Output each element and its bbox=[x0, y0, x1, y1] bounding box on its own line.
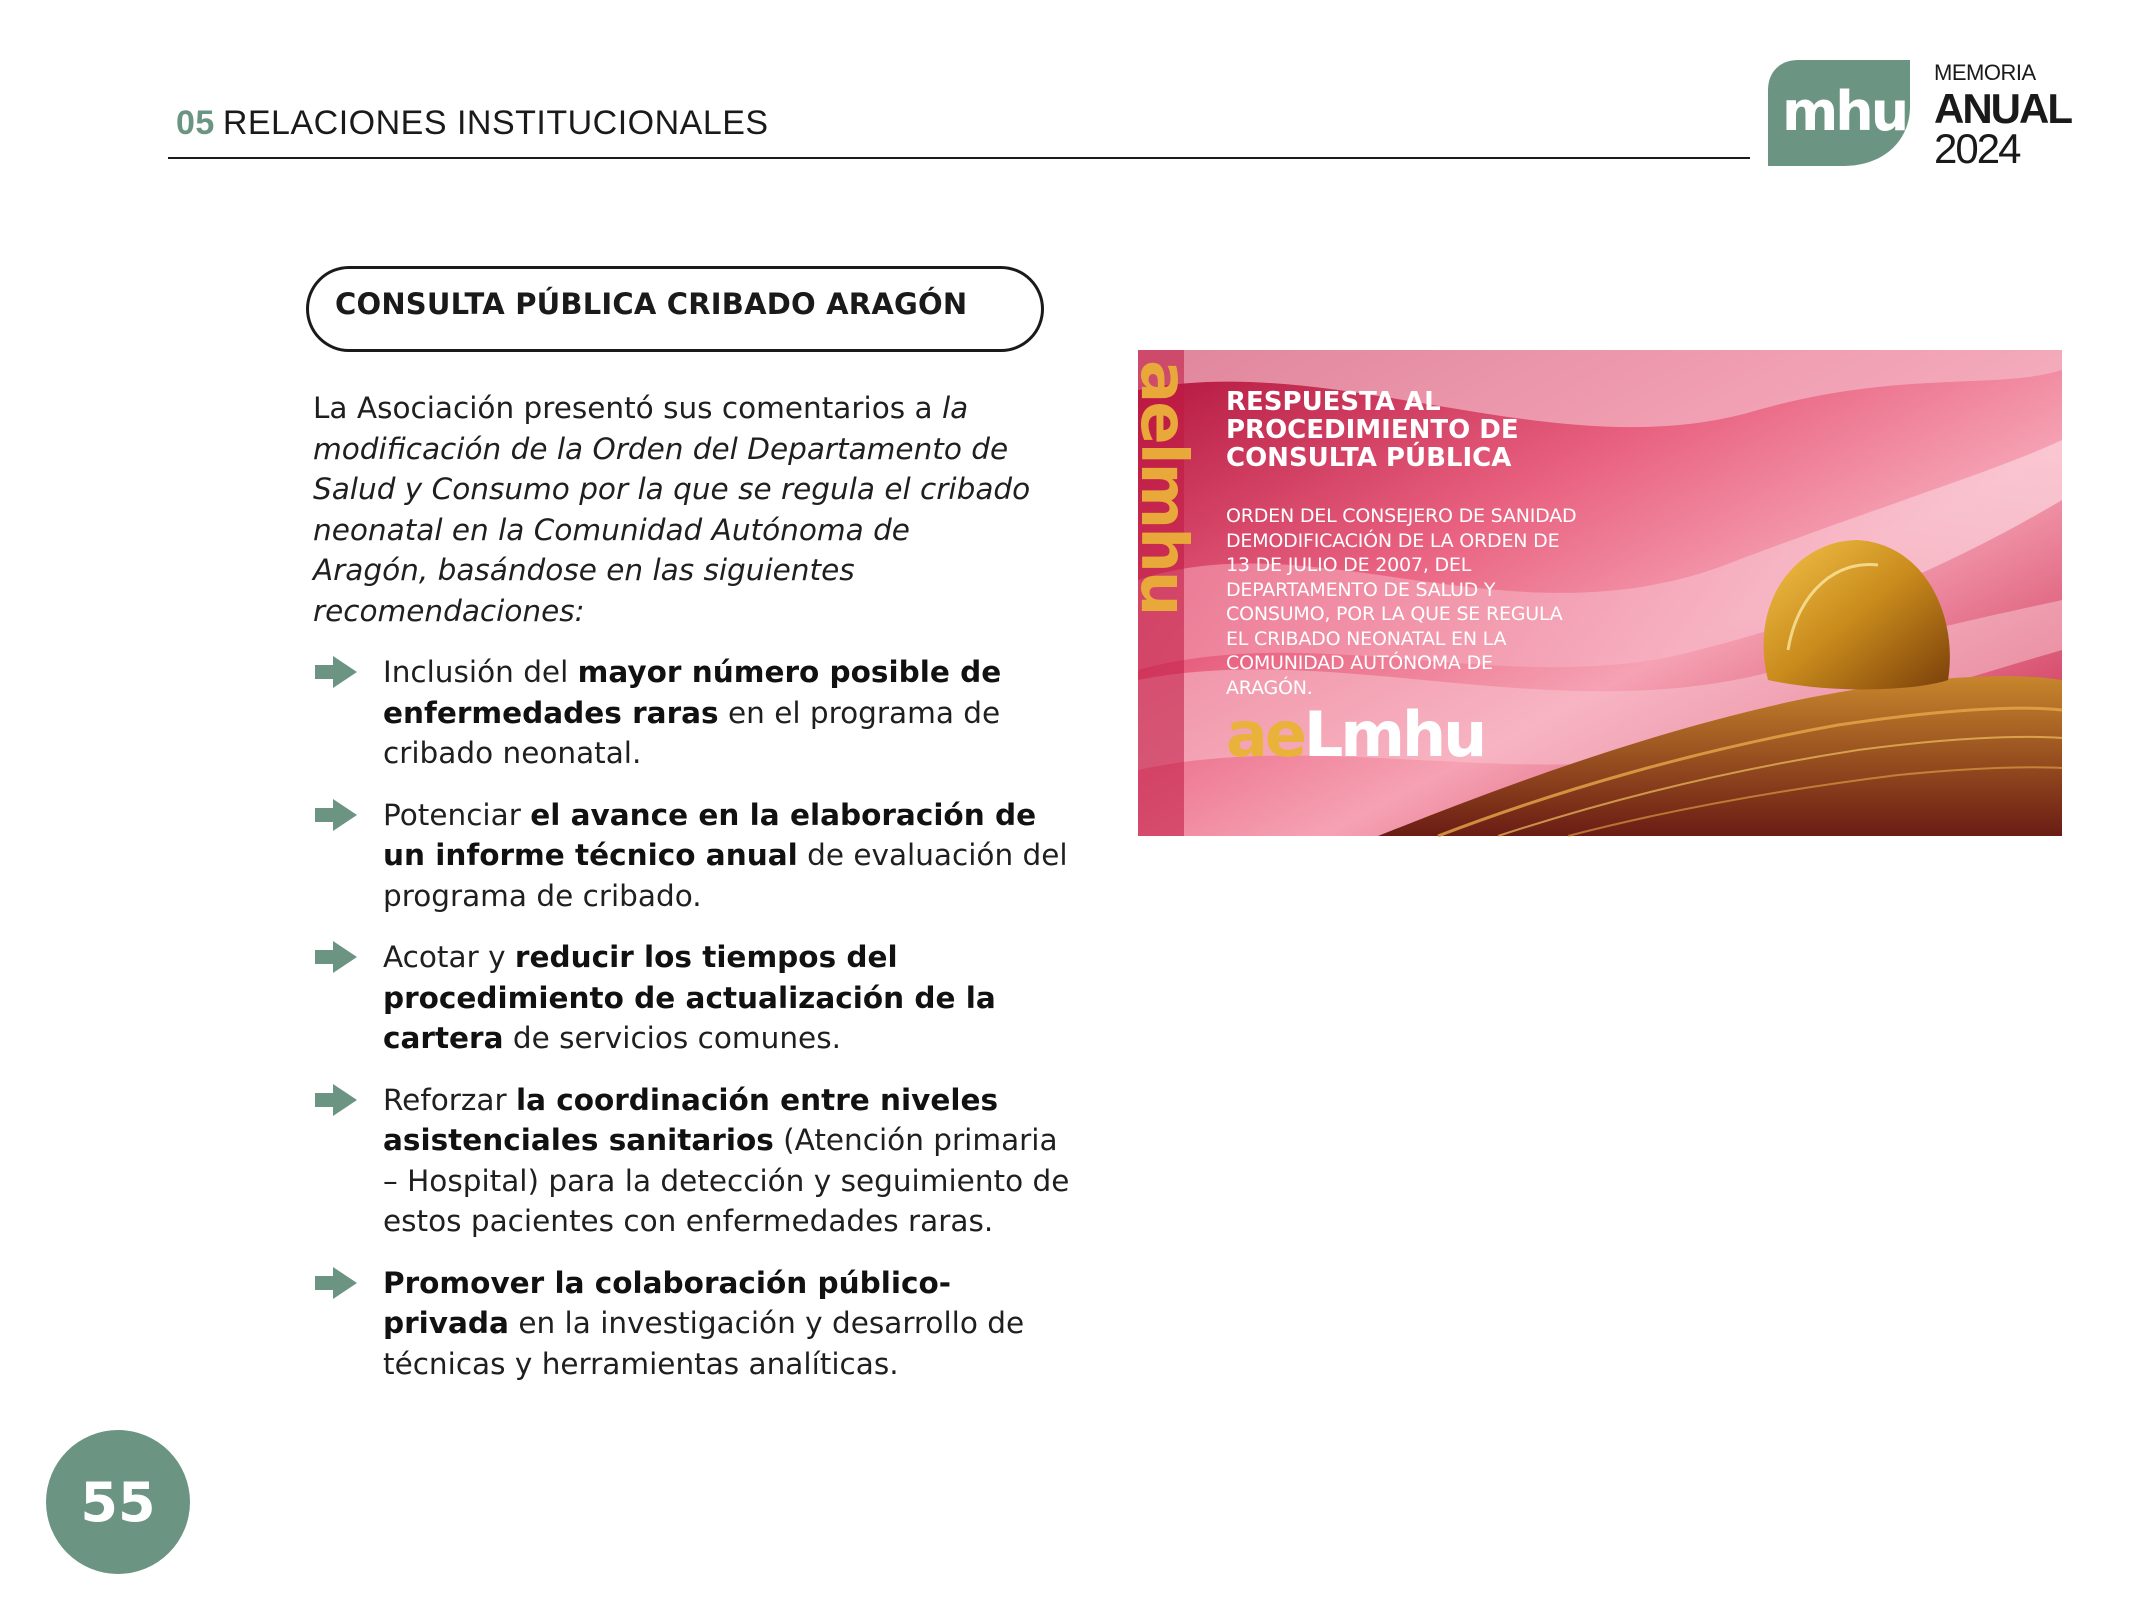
item-text-post: en la investigación y desarrollo de técnicas y herramientas analíticas. bbox=[383, 1306, 1025, 1381]
mhu-logo-text: mhu bbox=[1782, 80, 1907, 143]
list-item bbox=[313, 1080, 1073, 1242]
banner-text: ORDEN DEL CONSEJERO DE SANIDAD DEMODIFICACIÓN DE LA ORDEN DE 13 DE JULIO DE 2007, DEL DEPARTAMENTO DE SALUD Y CONSUMO, POR LA QUE SE REGULA EL CRIBADO NEONATAL EN LA COMUNIDAD AUTÓNOMA DE ARAGÓN. bbox=[1226, 505, 1577, 699]
logo-ae: ae bbox=[1226, 698, 1304, 771]
banner-title: RESPUESTA AL PROCEDIMIENTO DE CONSULTA PÚBLICA bbox=[1226, 387, 1519, 473]
arrow-right-icon bbox=[315, 941, 357, 973]
intro-italic: la modificación de la Orden del Departamento de Salud y Consumo por la que se regula el cribado neonatal en la Comunidad Autónoma de Aragón, basándose en las siguientes recomendaciones: bbox=[313, 391, 1031, 628]
item-text-pre: Acotar y bbox=[383, 940, 515, 974]
year-label: 2024 bbox=[1934, 125, 2020, 172]
intro-lead: La Asociación presentó sus comentarios a bbox=[313, 391, 942, 425]
list-item bbox=[313, 652, 1073, 774]
aelmhu-logo bbox=[1226, 698, 1485, 771]
item-text-bold: el avance en la elaboración de un informe técnico anual bbox=[383, 797, 1037, 872]
anual-label: ANUAL bbox=[1934, 85, 2071, 132]
item-text-pre: Inclusión del bbox=[383, 655, 578, 689]
banner-side-logo: aelmhu bbox=[1126, 360, 1200, 615]
item-text-bold: mayor número posible de enfermedades raras bbox=[383, 655, 1002, 730]
item-text-post: de evaluación del programa de cribado. bbox=[383, 838, 1068, 913]
item-text-post: (Atención primaria – Hospital) para la detección y seguimiento de estos pacientes con enfermedades raras. bbox=[383, 1123, 1070, 1238]
arrow-right-icon bbox=[315, 656, 357, 688]
item-text-bold: Promover la colaboración público-privada bbox=[383, 1265, 951, 1340]
arrow-right-icon bbox=[315, 1267, 357, 1299]
arrow-right-icon bbox=[315, 799, 357, 831]
item-text-bold: la coordinación entre niveles asistenciales sanitarios bbox=[383, 1082, 999, 1157]
section-title: RELACIONES INSTITUCIONALES bbox=[222, 104, 769, 142]
page-number-badge: 55 bbox=[46, 1430, 190, 1574]
list-item bbox=[313, 1263, 1073, 1385]
memoria-anual-mark bbox=[1934, 62, 2071, 170]
recommendations-list bbox=[313, 652, 1073, 1384]
consulta-publica-banner bbox=[1126, 350, 2062, 836]
item-text-bold: reducir los tiempos del procedimiento de actualización de la cartera bbox=[383, 940, 996, 1055]
topic-title-box bbox=[306, 266, 1044, 352]
memoria-label: MEMORIA bbox=[1934, 60, 2036, 85]
mhu-logo-icon bbox=[1768, 60, 1910, 166]
section-header bbox=[176, 104, 769, 143]
topic-title: CONSULTA PÚBLICA CRIBADO ARAGÓN bbox=[335, 287, 968, 321]
header-divider bbox=[168, 157, 1750, 159]
list-item bbox=[313, 937, 1073, 1059]
item-text-pre: Potenciar bbox=[383, 797, 531, 832]
arrow-right-icon bbox=[315, 1084, 357, 1116]
item-text-post: de servicios comunes. bbox=[503, 1021, 841, 1055]
item-text-post: en el programa de cribado neonatal. bbox=[383, 695, 1001, 770]
section-number: 05 bbox=[176, 104, 215, 142]
list-item bbox=[313, 795, 1073, 917]
item-text-pre: Reforzar bbox=[383, 1082, 516, 1117]
intro-paragraph bbox=[313, 388, 1033, 631]
logo-lmhu: Lmhu bbox=[1303, 698, 1485, 771]
